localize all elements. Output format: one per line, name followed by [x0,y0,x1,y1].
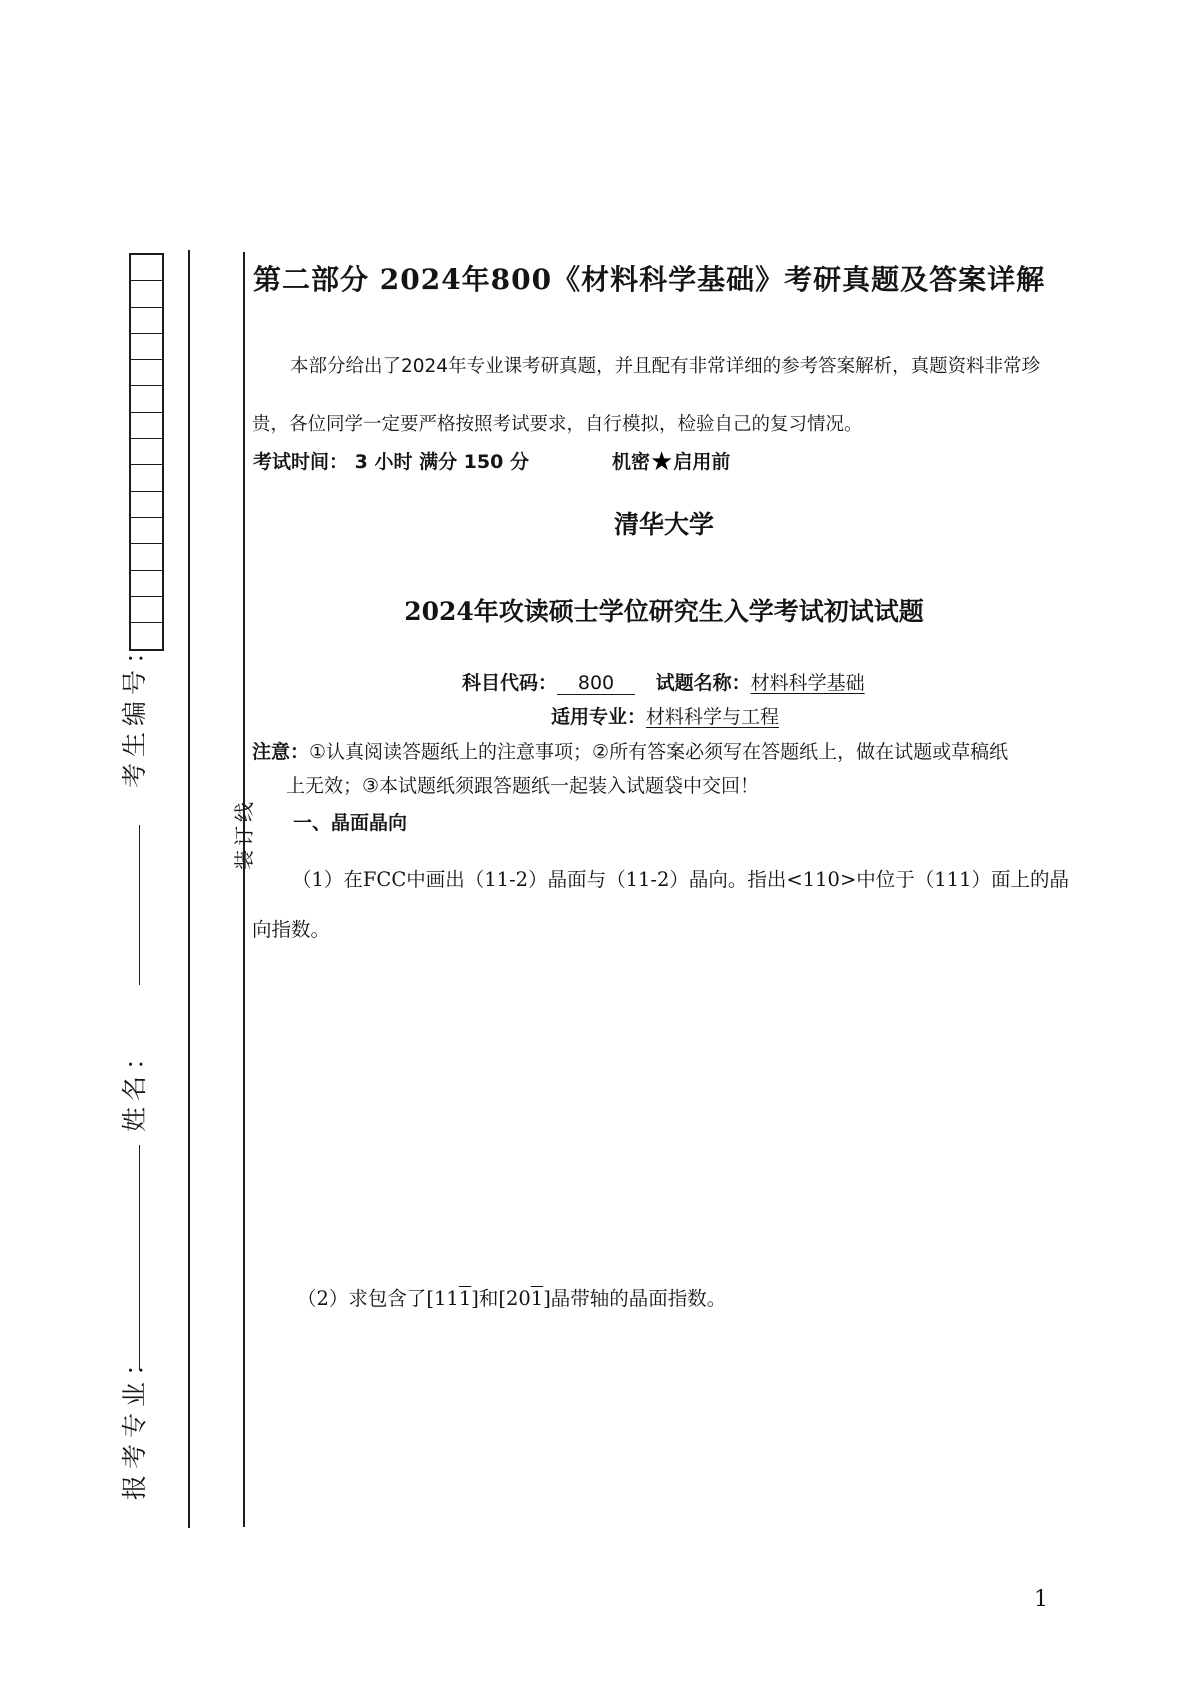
q2-text-a: （2）求包含了[11 [297,1287,459,1310]
major-label: 报考专业： [120,1344,149,1500]
id-grid-cell [131,413,162,439]
q2-text-c: ]晶带轴的晶面指数。 [543,1287,727,1310]
q2-text-b: ]和[20 [471,1287,531,1310]
major-line-row [551,702,779,729]
page-title: 第二部分 2024年800《材料科学基础》考研真题及答案详解 [253,263,1046,296]
confidentiality-mark [612,447,730,477]
id-grid-cell [131,255,162,281]
id-grid-cell [131,465,162,491]
id-grid-cell [131,281,162,307]
before-use-label: 启用前 [673,451,731,473]
q2-overbar-digit-1: 1 [458,1287,472,1310]
id-grid-cell [131,518,162,544]
page-number: 1 [1034,1587,1048,1612]
exam-time-score: 考试时间： 3 小时 满分 150 分 [253,451,529,473]
intro-paragraph: 本部分给出了2024年专业课考研真题，并且配有非常详细的参考答案解析，真题资料非常珍贵，各位同学一定要严格按照考试要求，自行模拟，检验自己的复习情况。 [252,356,1041,435]
question-2 [297,1283,726,1311]
section-heading: 一、晶面晶向 [293,812,408,834]
binding-line-outer [188,250,190,1528]
id-grid-cell [131,334,162,360]
id-grid-cell [131,597,162,623]
id-grid-cell [131,308,162,334]
subject-name-label: 试题名称： [655,672,751,694]
notice-label: 注意： [252,741,310,763]
star-icon: ★ [650,447,674,477]
exam-title: 2024年攻读硕士学位研究生入学考试初试试题 [404,597,924,626]
id-grid-cell [131,439,162,465]
university-name: 清华大学 [613,510,714,539]
name-label: 姓名： [120,1038,149,1132]
candidate-number-grid [129,253,164,651]
subject-name: 材料科学基础 [750,672,865,694]
id-grid-cell [131,571,162,597]
notice-line-2: 上无效；③本试题纸须跟答题纸一起装入试题袋中交回！ [286,775,760,797]
subject-code-label: 科目代码： [462,672,558,694]
binding-line-inner [243,252,245,1527]
subject-line [462,668,865,695]
question-1: （1）在FCC中画出（11-2）晶面与（11-2）晶向。指出<110>中位于（111）面上的晶向指数。 [252,868,1070,941]
confidential-label: 机密 [612,451,651,473]
subject-code: 800 [557,672,635,695]
id-grid-cell [131,544,162,570]
binding-line-label: 装订线 [232,798,256,870]
applicable-major-label: 适用专业： [551,706,647,728]
candidate-number-label: 考生编号： [120,632,149,788]
id-grid-cell [131,386,162,412]
notice-line-1: ①认真阅读答题纸上的注意事项；②所有答案必须写在答题纸上，做在试题或草稿纸 [309,741,1009,763]
id-grid-cell [131,492,162,518]
notice-block [252,735,1082,803]
id-grid-cell [131,360,162,386]
candidate-number-fill-line [139,825,140,985]
q2-overbar-digit-2: 1 [530,1287,544,1310]
major-blank-fill-line [139,1200,140,1370]
applicable-major: 材料科学与工程 [646,706,780,728]
